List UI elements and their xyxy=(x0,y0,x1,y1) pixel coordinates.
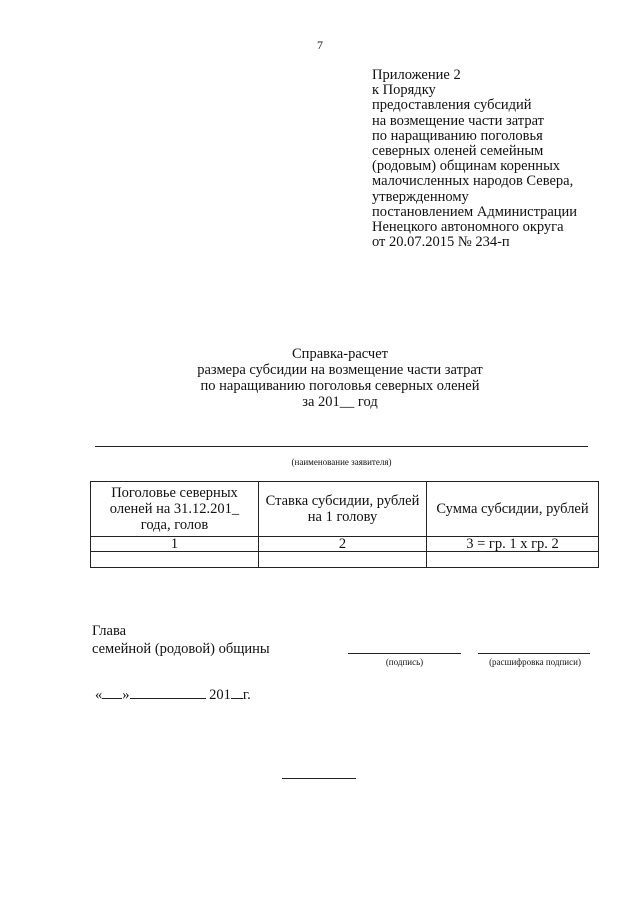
appendix-line: по наращиванию поголовья xyxy=(372,127,543,144)
column-number-cell: 3 = гр. 1 х гр. 2 xyxy=(427,537,599,552)
date-year-prefix: 201 xyxy=(209,687,231,703)
subsidy-calculation-table xyxy=(90,481,599,568)
page-number: 7 xyxy=(317,38,323,52)
column-number-cell: 2 xyxy=(259,537,427,552)
appendix-line: малочисленных народов Севера, xyxy=(372,173,574,190)
signature-decoding-line[interactable] xyxy=(478,653,590,654)
signature-caption: (подпись) xyxy=(385,657,424,667)
signer-line: семейной (родовой) общины xyxy=(92,641,270,657)
header-cell-amount: Сумма субсидии, рублей xyxy=(427,482,599,537)
appendix-line: Приложение 2 xyxy=(372,67,461,83)
document-title xyxy=(0,346,640,410)
signer-line: Глава xyxy=(92,623,127,639)
appendix-line: (родовым) общинам коренных xyxy=(372,158,561,175)
appendix-line: утвержденному xyxy=(372,188,469,205)
appendix-line: от 20.07.2015 № 234-п xyxy=(372,234,510,251)
title-line: размера субсидии на возмещение части затрат xyxy=(197,362,483,378)
signature-line[interactable] xyxy=(348,653,461,654)
date-open-quote: « xyxy=(95,687,103,703)
header-cell-herd-count: Поголовье северных оленей на 31.12.201_ года, голов xyxy=(91,482,259,537)
appendix-line: Ненецкого автономного округа xyxy=(372,219,564,236)
applicant-name-line[interactable] xyxy=(95,446,588,447)
header-cell-rate: Ставка субсидии, рублей на 1 голову xyxy=(259,482,427,537)
table-header-row xyxy=(91,482,599,537)
date-day-blank[interactable] xyxy=(102,686,122,699)
appendix-line: северных оленей семейным xyxy=(372,143,544,160)
title-line: по наращиванию поголовья северных оленей xyxy=(200,378,480,394)
title-line: за 201__ год xyxy=(302,394,378,410)
empty-input-cell[interactable] xyxy=(259,552,427,568)
signer-title xyxy=(92,622,270,658)
appendix-line: к Порядку xyxy=(372,82,436,99)
table-row xyxy=(91,552,599,568)
empty-input-cell[interactable] xyxy=(427,552,599,568)
table-column-number-row xyxy=(91,537,599,552)
date-close-quote: » xyxy=(122,687,130,703)
date-field xyxy=(95,686,251,704)
appendix-note xyxy=(372,68,632,250)
column-number-cell: 1 xyxy=(91,537,259,552)
appendix-line: на возмещение части затрат xyxy=(372,112,544,129)
appendix-line: предоставления субсидий xyxy=(372,97,532,114)
applicant-caption: (наименование заявителя) xyxy=(291,457,392,467)
date-month-blank[interactable] xyxy=(130,686,206,699)
date-year-blank[interactable] xyxy=(231,686,243,699)
date-suffix: г. xyxy=(242,687,251,703)
title-line: Справка-расчет xyxy=(292,346,388,362)
appendix-line: постановлением Администрации xyxy=(372,203,578,220)
bottom-divider-line xyxy=(282,778,356,779)
empty-input-cell[interactable] xyxy=(91,552,259,568)
signature-decoding-caption: (расшифровка подписи) xyxy=(489,657,581,667)
